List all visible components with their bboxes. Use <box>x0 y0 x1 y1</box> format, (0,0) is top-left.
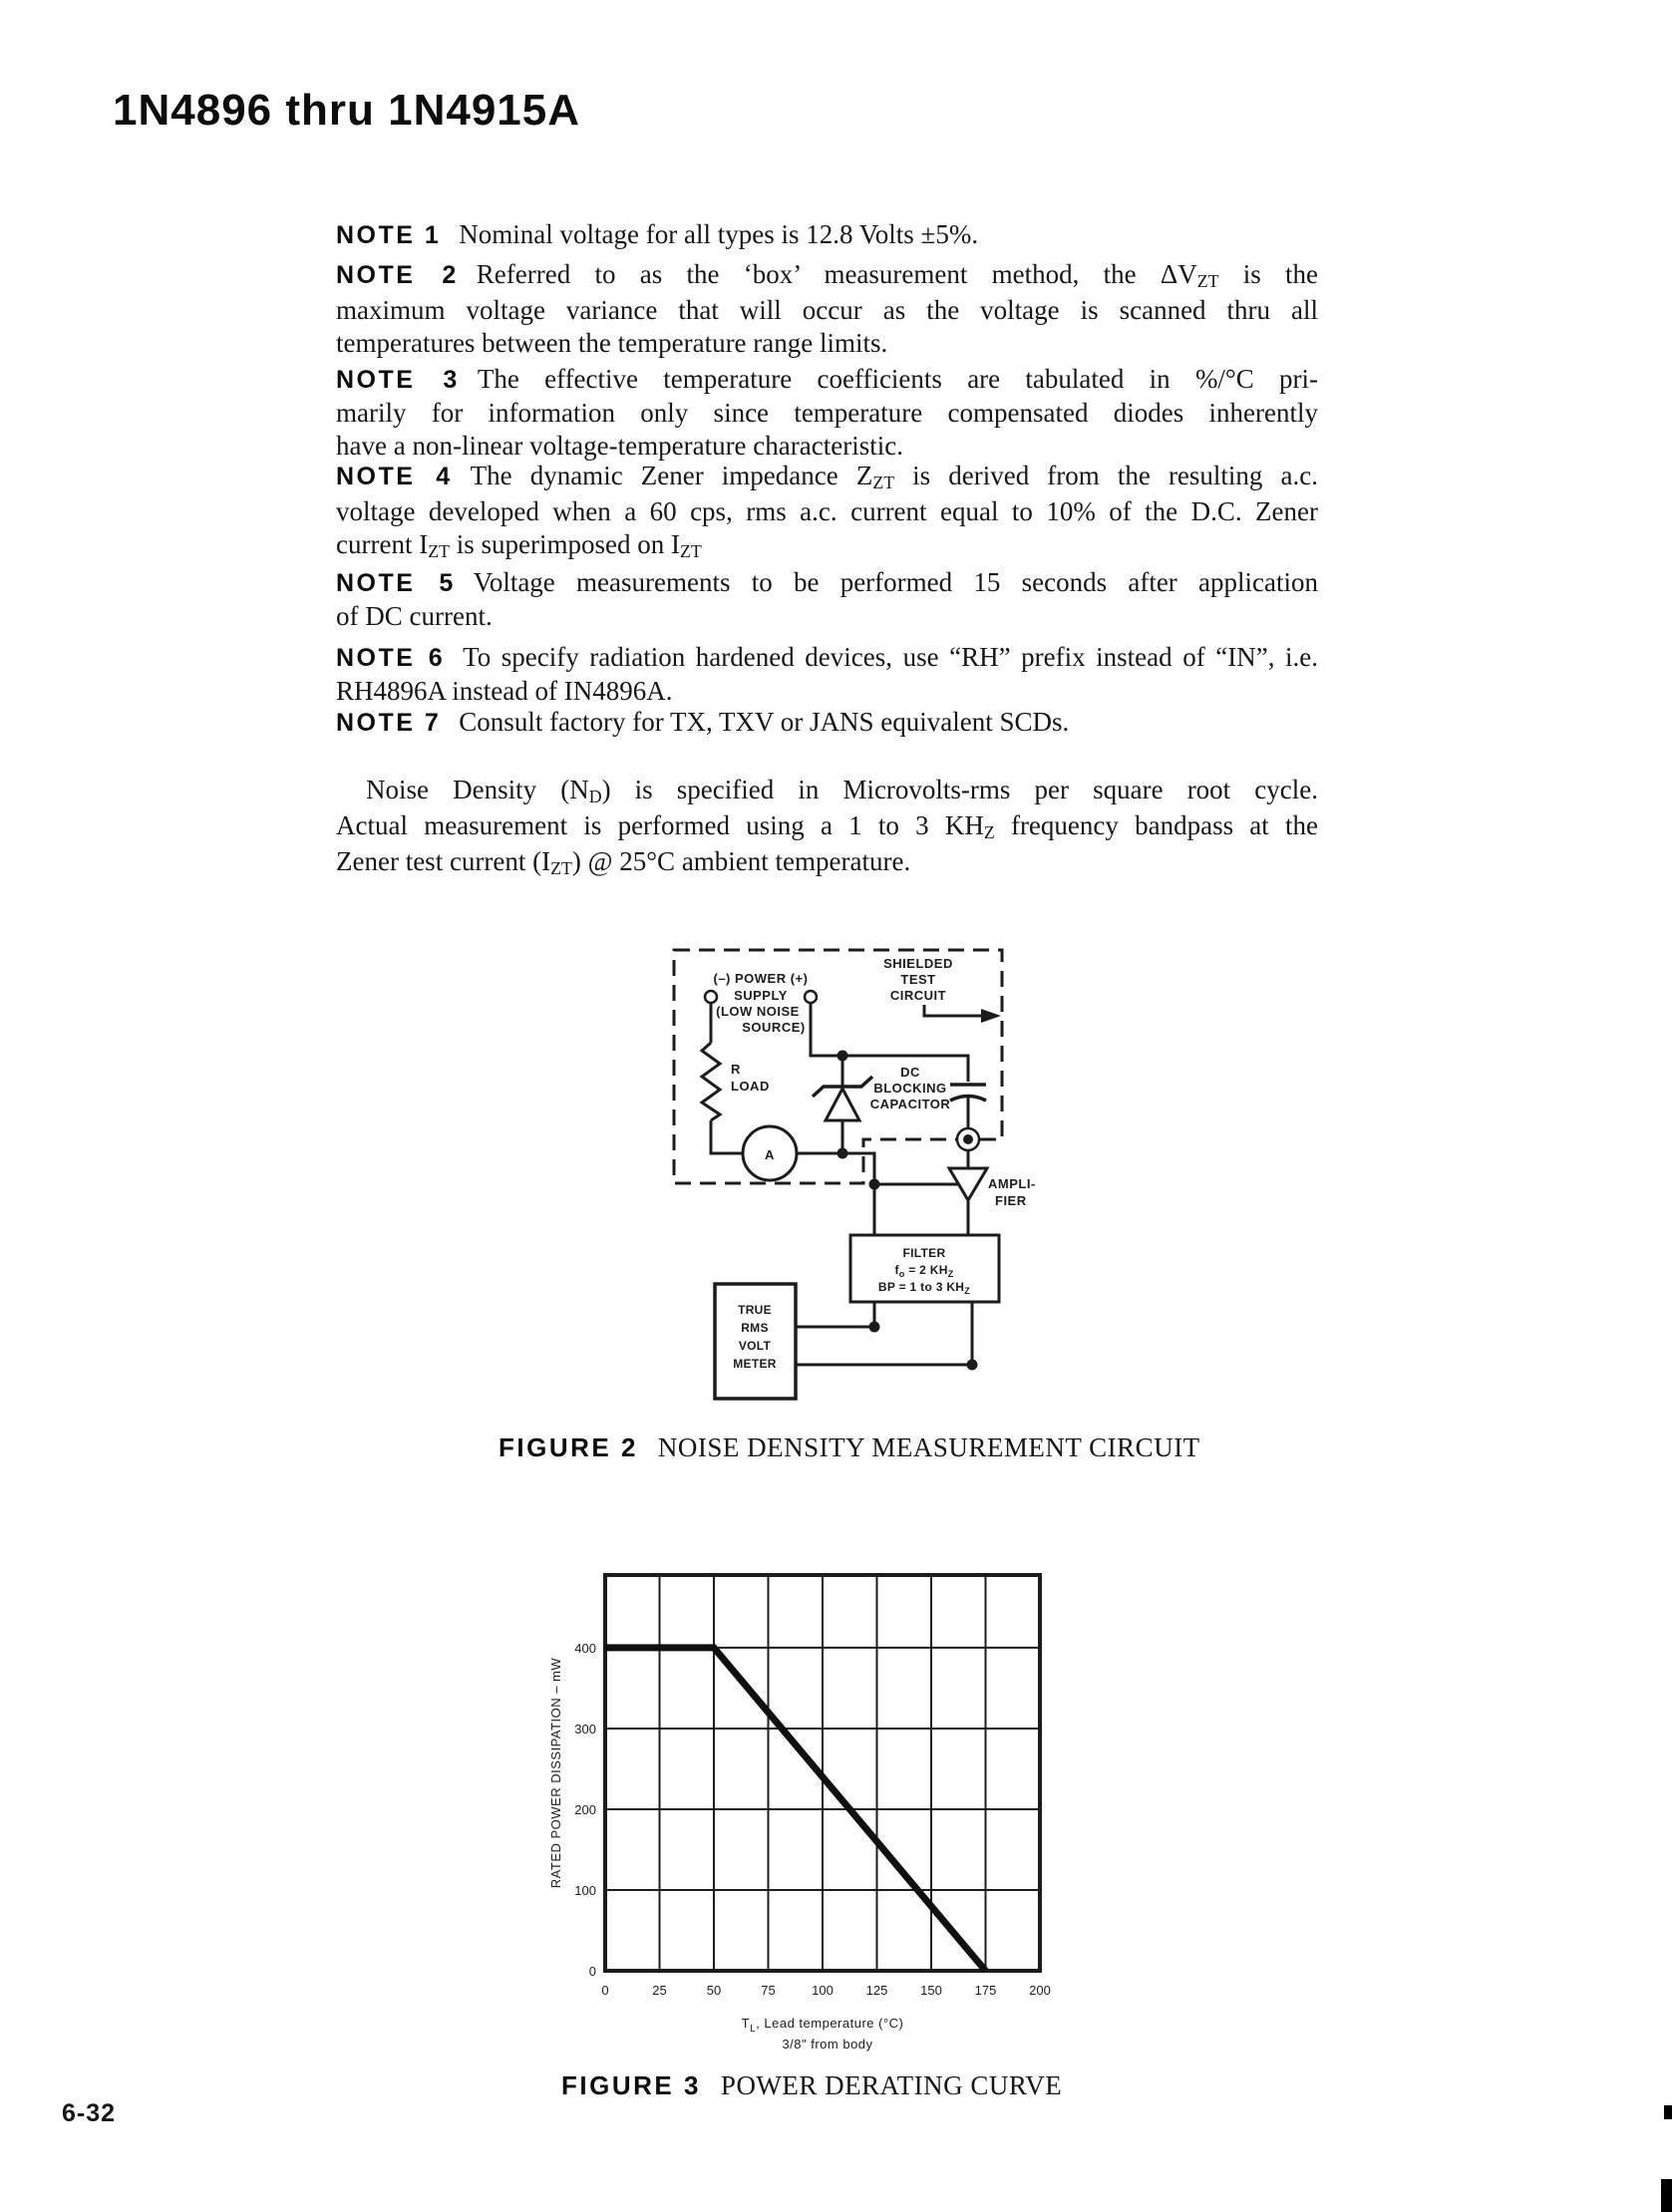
power-derating-chart <box>538 1543 1117 2066</box>
page-number: 6-32 <box>62 2099 117 2127</box>
x-axis-title: $T_L$, Lead temperature (°C) <box>741 2016 904 2035</box>
shield-label: CIRCUIT <box>889 988 947 1003</box>
y-tick-label: 400 <box>574 1640 596 1656</box>
paragraph-line: Actual measurement is performed using a 1 to 3 KHZ frequency bandpass at the <box>336 810 1319 842</box>
note-line: NOTE 1 Nominal voltage for all types is 12.8 Volts ±5%. <box>336 219 979 249</box>
note-3 <box>336 363 1318 463</box>
scan-artifact <box>1661 2179 1672 2212</box>
resistor-symbol <box>702 1043 720 1120</box>
shield-label: TEST <box>900 972 936 987</box>
shield-label: SHIELDED <box>883 956 953 971</box>
power-supply-label: (LOW NOISE <box>716 1004 800 1019</box>
note-1 <box>336 218 1318 252</box>
note-line: voltage developed when a 60 cps, rms a.c. current equal to 10% of the D.C. Zener <box>336 496 1318 526</box>
note-label: NOTE 4 <box>336 463 453 490</box>
voltmeter-label: TRUE <box>738 1303 772 1317</box>
subscript: ZT <box>872 472 895 492</box>
note-line: RH4896A instead of IN4896A. <box>336 676 673 706</box>
figure-2-caption: FIGURE 2 NOISE DENSITY MEASUREMENT CIRCUIT <box>499 1432 1200 1462</box>
voltmeter-label: METER <box>733 1357 777 1371</box>
note-label: NOTE 2 <box>336 261 459 289</box>
negative-terminal <box>705 991 717 1003</box>
shield-pointer-line <box>924 1005 983 1016</box>
positive-terminal <box>805 991 817 1003</box>
note-line: NOTE 4 The dynamic Zener impedance ZZT is derived from the resulting a.c. <box>336 461 1318 492</box>
subscript: Z <box>983 821 995 842</box>
note-line: marily for information only since temperature compensated diodes inherently <box>336 398 1318 428</box>
filter-label: $f_o = 2$ $KH_Z$ <box>894 1263 954 1279</box>
subscript: ZT <box>550 857 572 878</box>
subscript: ZT <box>1196 270 1219 291</box>
wire <box>796 1302 874 1327</box>
junction-dot <box>967 1360 978 1371</box>
figure-2-caption-label: FIGURE 2 <box>499 1432 638 1462</box>
filter-label: BP = 1 to 3 $KH_Z$ <box>877 1280 971 1296</box>
x-tick-label: 100 <box>812 1983 834 1998</box>
capacitor-label: CAPACITOR <box>869 1097 951 1111</box>
note-line: NOTE 6 To specify radiation hardened devices, use “RH” prefix instead of “IN”, i.e. <box>336 642 1318 672</box>
amplifier-label: FIER <box>995 1193 1027 1208</box>
note-line: of DC current. <box>336 601 493 631</box>
x-tick-label: 75 <box>761 1983 776 1998</box>
capacitor-label: DC <box>900 1065 920 1080</box>
noise-density-paragraph <box>336 774 1318 881</box>
x-tick-label: 200 <box>1029 1983 1051 1998</box>
note-line: NOTE 2 Referred to as the ‘box’ measurement method, the ΔVZT is the <box>336 259 1318 291</box>
y-tick-label: 200 <box>574 1801 596 1817</box>
zener-diode-symbol <box>826 1089 859 1120</box>
x-tick-label: 0 <box>601 1983 609 1998</box>
note-label: NOTE 7 <box>336 709 442 737</box>
y-axis-title: RATED POWER DISSIPATION – mW <box>548 1657 563 1889</box>
note-line: maximum voltage variance that will occur as the voltage is scanned thru all <box>336 295 1318 325</box>
amplifier-label: AMPLI- <box>988 1176 1036 1191</box>
ammeter-label: A <box>765 1147 775 1162</box>
shield-arrow-icon <box>981 1009 1001 1023</box>
wire <box>711 1120 743 1153</box>
page-title: 1N4896 thru 1N4915A <box>113 86 581 135</box>
wire <box>842 1153 874 1235</box>
y-tick-label: 300 <box>574 1721 596 1737</box>
note-label: NOTE 3 <box>336 366 460 394</box>
x-tick-label: 25 <box>652 1983 667 1998</box>
connector-center <box>963 1134 973 1144</box>
note-label: NOTE 5 <box>336 569 456 597</box>
resistor-label: LOAD <box>731 1079 770 1094</box>
resistor-label: R <box>731 1062 741 1077</box>
scan-artifact <box>1664 2105 1672 2119</box>
note-line: NOTE 5 Voltage measurements to be performed 15 seconds after application <box>336 567 1318 597</box>
paragraph-line: Noise Density (ND) is specified in Microvolts-rms per square root cycle. <box>366 775 1318 806</box>
paragraph-line: Zener test current (IZT) @ 25°C ambient temperature. <box>336 846 911 878</box>
note-line: have a non-linear voltage-temperature characteristic. <box>336 431 903 461</box>
junction-dot <box>869 1322 880 1333</box>
x-axis-subtitle: 3/8" from body <box>782 2037 873 2052</box>
note-line: temperatures between the temperature range limits. <box>336 328 888 358</box>
y-tick-label: 0 <box>588 1964 596 1979</box>
note-4 <box>336 460 1318 564</box>
note-6 <box>336 641 1318 708</box>
power-supply-label: SUPPLY <box>734 988 788 1003</box>
y-tick-label: 100 <box>574 1882 596 1898</box>
x-tick-label: 150 <box>920 1983 942 1998</box>
filter-label: FILTER <box>902 1246 946 1260</box>
capacitor-label: BLOCKING <box>873 1081 947 1096</box>
figure-3-caption-label: FIGURE 3 <box>561 2070 701 2100</box>
voltmeter-label: VOLT <box>738 1339 772 1353</box>
power-supply-label: (–) POWER (+) <box>713 971 809 986</box>
junction-dot <box>869 1179 880 1190</box>
note-line: NOTE 7 Consult factory for TX, TXV or JANS equivalent SCDs. <box>336 707 1070 737</box>
note-line: current IZT is superimposed on IZT <box>336 529 702 561</box>
power-supply-label: SOURCE) <box>742 1020 806 1035</box>
wire <box>796 1302 972 1365</box>
note-7 <box>336 706 1318 740</box>
x-tick-label: 50 <box>706 1983 722 1998</box>
note-label: NOTE 6 <box>336 644 446 672</box>
subscript: ZT <box>428 540 450 561</box>
x-tick-label: 175 <box>974 1983 997 1998</box>
note-2 <box>336 258 1318 360</box>
x-tick-label: 125 <box>865 1983 888 1998</box>
note-line: NOTE 3 The effective temperature coefficients are tabulated in %/°C pri- <box>336 364 1318 394</box>
note-5 <box>336 566 1318 633</box>
figure-3-caption: FIGURE 3 POWER DERATING CURVE <box>561 2070 1063 2100</box>
voltmeter-label: RMS <box>741 1321 769 1335</box>
note-label: NOTE 1 <box>336 221 442 249</box>
noise-measurement-circuit-diagram <box>638 927 1117 1416</box>
subscript: D <box>588 786 602 806</box>
subscript: ZT <box>679 540 702 561</box>
